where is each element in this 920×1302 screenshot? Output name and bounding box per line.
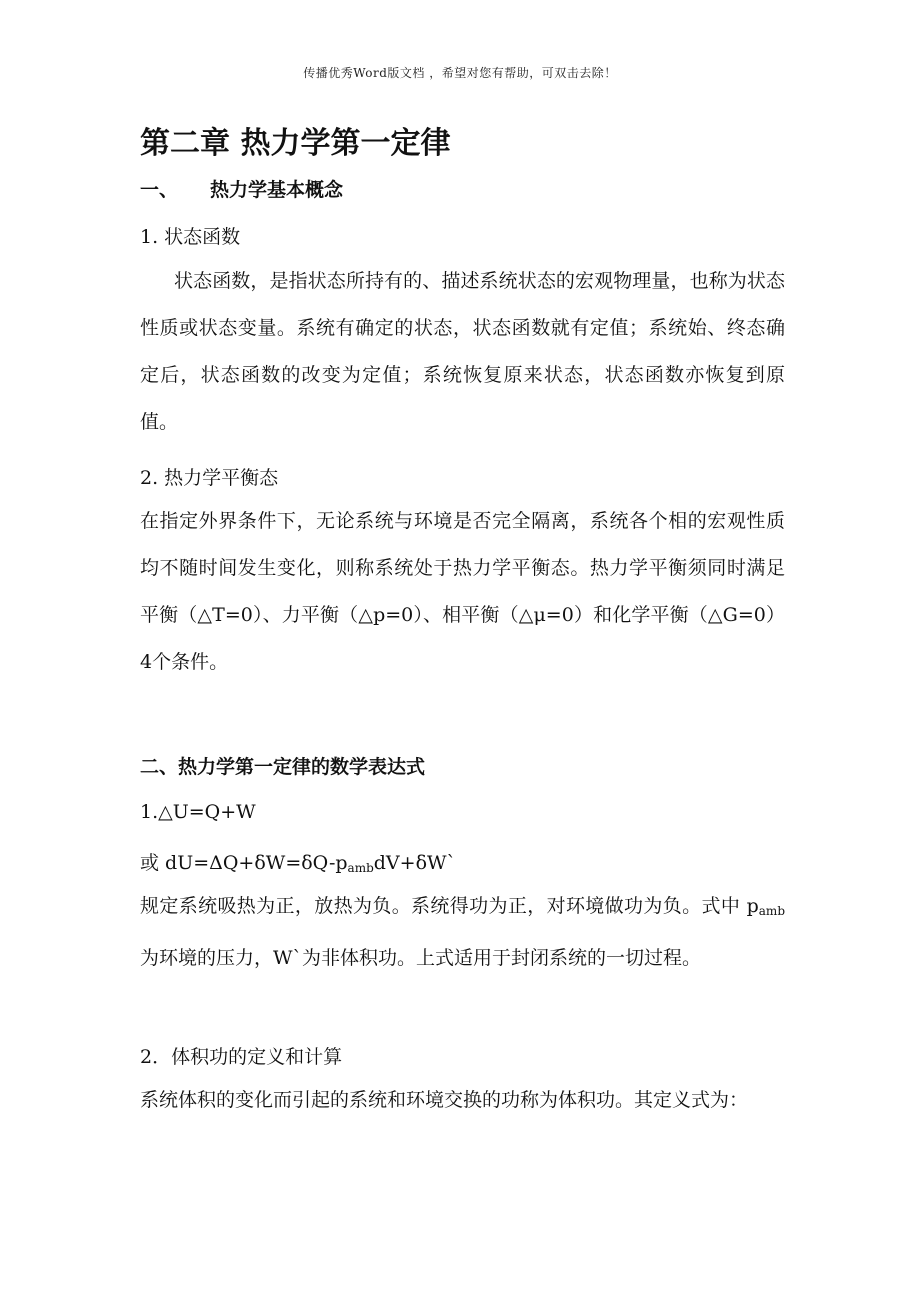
sign-convention-part-a: 规定系统吸热为正，放热为负。系统得功为正，对环境做功为负。式中 p xyxy=(140,895,759,917)
subsection-volume-work-heading: 2．体积功的定义和计算 xyxy=(140,1046,343,1068)
equilibrium-paragraph: 在指定外界条件下，无论系统与环境是否完全隔离，系统各个相的宏观性质均不随时间发生变化，则称系统处于热力学平衡态。热力学平衡须同时满足平衡（△T=0）、力平衡（△p=0）、相平衡（△μ=0）和化学平衡（△G=0）4个条件。 xyxy=(140,510,785,673)
equation-first-law: 1.△U=Q+W xyxy=(140,801,256,823)
header-watermark: 传播优秀Word版文档 ，希望对您有帮助，可双击去除！ xyxy=(303,66,617,80)
sign-convention-paragraph xyxy=(140,883,785,982)
equation-differential-subscript: amb xyxy=(347,861,374,875)
subsection-equilibrium-heading: 2. 热力学平衡态 xyxy=(140,467,279,489)
equation-differential xyxy=(140,848,785,875)
sign-convention-part-b: 为环境的压力，W`为非体积功。上式适用于封闭系统的一切过程。 xyxy=(140,947,702,969)
subsection-state-function-heading: 1. 状态函数 xyxy=(140,226,241,248)
volume-work-paragraph: 系统体积的变化而引起的系统和环境交换的功称为体积功。其定义式为： xyxy=(140,1089,749,1111)
equation-differential-part-a: 或 dU=ΔQ+δW=δQ-p xyxy=(140,852,348,874)
section-2-heading: 二、热力学第一定律的数学表达式 xyxy=(140,756,426,778)
equation-differential-part-b: dV+δW` xyxy=(373,852,457,874)
section-1-heading xyxy=(140,175,785,202)
state-function-paragraph: 状态函数，是指状态所持有的、描述系统状态的宏观物理量，也称为状态性质或状态变量。系统有确定的状态，状态函数就有定值；系统始、终态确定后，状态函数的改变为定值；系统恢复原来状态，状态函数亦恢复到原值。 xyxy=(140,270,785,433)
section-1-number: 一、 xyxy=(140,179,179,201)
chapter-title: 第二章 热力学第一定律 xyxy=(140,126,451,161)
section-1-title: 热力学基本概念 xyxy=(210,179,344,201)
sign-convention-subscript: amb xyxy=(758,904,785,918)
